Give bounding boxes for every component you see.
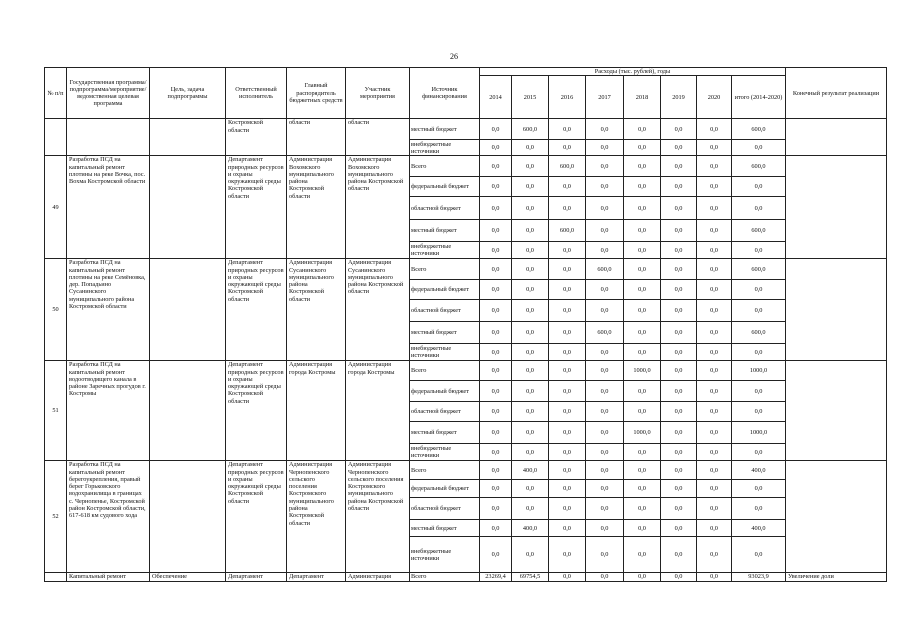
amount-cell: 0,0 — [480, 520, 512, 537]
row-number — [45, 119, 67, 156]
result-cell — [786, 361, 887, 461]
amount-cell: 0,0 — [549, 402, 586, 422]
amount-cell: 0,0 — [480, 344, 512, 361]
amount-cell: 0,0 — [697, 402, 732, 422]
amount-cell: 0,0 — [586, 402, 624, 422]
participant-cell: Администрация Чернопенского сельского поселения Костромского муниципального района Костромской области — [346, 461, 410, 573]
goal-cell: Обеспечение — [150, 573, 226, 581]
amount-cell: 0,0 — [732, 300, 786, 322]
amount-cell: 0,0 — [697, 520, 732, 537]
result-cell — [786, 461, 887, 573]
header-participant: Участник мероприятия — [346, 68, 410, 119]
amount-cell: 0,0 — [586, 461, 624, 480]
funding-source: местный бюджет — [410, 220, 480, 242]
amount-cell: 0,0 — [480, 402, 512, 422]
amount-cell: 0,0 — [549, 422, 586, 444]
amount-cell: 0,0 — [661, 381, 697, 402]
amount-cell: 0,0 — [624, 381, 661, 402]
manager-cell: Администрация Вохомского муниципального района Костромской области — [287, 156, 346, 259]
amount-cell: 0,0 — [624, 498, 661, 520]
amount-cell: 0,0 — [480, 381, 512, 402]
amount-cell: 0,0 — [586, 381, 624, 402]
amount-cell: 0,0 — [661, 444, 697, 461]
amount-cell: 0,0 — [732, 344, 786, 361]
header-expenses: Расходы (тыс. рублей), годы — [480, 68, 786, 76]
amount-cell: 600,0 — [586, 259, 624, 280]
amount-cell: 0,0 — [661, 300, 697, 322]
row-number: 51 — [45, 361, 67, 461]
participant-cell: области — [346, 119, 410, 156]
header-num: № п/п — [45, 68, 67, 119]
amount-cell: 0,0 — [732, 197, 786, 220]
amount-cell: 0,0 — [512, 300, 549, 322]
amount-cell: 0,0 — [624, 177, 661, 197]
amount-cell: 0,0 — [512, 259, 549, 280]
funding-source: Всего — [410, 573, 480, 581]
amount-cell: 0,0 — [512, 480, 549, 498]
row-number: 50 — [45, 259, 67, 361]
amount-cell: 0,0 — [549, 573, 586, 581]
header-year: 2014 — [480, 76, 512, 119]
amount-cell: 0,0 — [697, 177, 732, 197]
amount-cell: 600,0 — [732, 220, 786, 242]
program-name: Разработка ПСД на капитальный ремонт плотины на реке Вочка, пос. Вохма Костромской области — [67, 156, 150, 259]
amount-cell: 0,0 — [480, 498, 512, 520]
amount-cell: 0,0 — [697, 322, 732, 344]
amount-cell: 400,0 — [732, 520, 786, 537]
funding-source: федеральный бюджет — [410, 177, 480, 197]
amount-cell: 0,0 — [586, 242, 624, 259]
funding-source: Всего — [410, 156, 480, 177]
result-cell — [786, 156, 887, 259]
amount-cell: 400,0 — [512, 461, 549, 480]
amount-cell: 0,0 — [549, 300, 586, 322]
funding-source: областной бюджет — [410, 402, 480, 422]
amount-cell: 0,0 — [480, 140, 512, 156]
funding-source: федеральный бюджет — [410, 480, 480, 498]
amount-cell: 0,0 — [512, 280, 549, 300]
program-name: Разработка ПСД на капитальный ремонт водоотводящего канала в районе Заречных прогудов г. Костромы — [67, 361, 150, 461]
program-name: Капитальный ремонт — [67, 573, 150, 581]
amount-cell: 69754,5 — [512, 573, 549, 581]
amount-cell: 0,0 — [624, 197, 661, 220]
amount-cell: 0,0 — [697, 422, 732, 444]
amount-cell: 0,0 — [624, 573, 661, 581]
funding-source: Всего — [410, 259, 480, 280]
amount-cell: 0,0 — [624, 119, 661, 140]
amount-cell: 0,0 — [697, 119, 732, 140]
amount-cell: 0,0 — [697, 537, 732, 573]
header-responsible: Ответственный исполнитель — [226, 68, 287, 119]
funding-source: областной бюджет — [410, 300, 480, 322]
amount-cell: 0,0 — [661, 119, 697, 140]
amount-cell: 0,0 — [586, 280, 624, 300]
amount-cell: 0,0 — [586, 520, 624, 537]
amount-cell: 0,0 — [480, 422, 512, 444]
table-row — [45, 119, 887, 140]
amount-cell: 0,0 — [661, 361, 697, 381]
amount-cell: 0,0 — [661, 156, 697, 177]
responsible-cell: Департамент природных ресурсов и охраны окружающей среды Костромской области — [226, 361, 287, 461]
amount-cell: 0,0 — [661, 520, 697, 537]
amount-cell: 600,0 — [586, 322, 624, 344]
header-source: Источник финансирования — [410, 68, 480, 119]
amount-cell: 0,0 — [549, 461, 586, 480]
funding-source: внебюджетные источники — [410, 140, 480, 156]
table-header — [45, 68, 887, 119]
funding-source: местный бюджет — [410, 422, 480, 444]
row-number: 49 — [45, 156, 67, 259]
amount-cell: 0,0 — [549, 197, 586, 220]
participant-cell: Администрация Сусанинского муниципального района Костромской области — [346, 259, 410, 361]
amount-cell: 0,0 — [624, 242, 661, 259]
header-year: 2019 — [661, 76, 697, 119]
funding-source: внебюджетные источники — [410, 242, 480, 259]
table-body — [45, 119, 887, 581]
amount-cell: 0,0 — [512, 361, 549, 381]
amount-cell: 0,0 — [732, 537, 786, 573]
goal-cell — [150, 119, 226, 156]
amount-cell: 0,0 — [697, 444, 732, 461]
funding-source: областной бюджет — [410, 498, 480, 520]
amount-cell: 0,0 — [512, 402, 549, 422]
amount-cell: 0,0 — [549, 280, 586, 300]
amount-cell: 0,0 — [661, 402, 697, 422]
goal-cell — [150, 461, 226, 573]
participant-cell: Администрация — [346, 573, 410, 581]
amount-cell: 0,0 — [586, 140, 624, 156]
goal-cell — [150, 156, 226, 259]
amount-cell: 0,0 — [480, 177, 512, 197]
amount-cell: 0,0 — [480, 197, 512, 220]
amount-cell: 0,0 — [512, 177, 549, 197]
amount-cell: 0,0 — [732, 402, 786, 422]
amount-cell: 0,0 — [732, 498, 786, 520]
amount-cell: 93023,9 — [732, 573, 786, 581]
amount-cell: 0,0 — [512, 537, 549, 573]
amount-cell: 0,0 — [586, 480, 624, 498]
amount-cell: 1000,0 — [624, 422, 661, 444]
amount-cell: 0,0 — [624, 322, 661, 344]
funding-source: федеральный бюджет — [410, 280, 480, 300]
amount-cell: 0,0 — [480, 480, 512, 498]
amount-cell: 1000,0 — [624, 361, 661, 381]
amount-cell: 0,0 — [624, 140, 661, 156]
amount-cell: 0,0 — [661, 461, 697, 480]
amount-cell: 0,0 — [586, 197, 624, 220]
amount-cell: 1000,0 — [732, 361, 786, 381]
amount-cell: 0,0 — [549, 242, 586, 259]
amount-cell: 0,0 — [586, 156, 624, 177]
row-number — [45, 573, 67, 581]
amount-cell: 0,0 — [549, 119, 586, 140]
header-year: 2020 — [697, 76, 732, 119]
amount-cell: 0,0 — [697, 344, 732, 361]
goal-cell — [150, 259, 226, 361]
amount-cell: 0,0 — [549, 344, 586, 361]
amount-cell: 0,0 — [586, 177, 624, 197]
header-year: 2017 — [586, 76, 624, 119]
amount-cell: 600,0 — [732, 119, 786, 140]
amount-cell: 0,0 — [624, 220, 661, 242]
amount-cell: 0,0 — [480, 156, 512, 177]
amount-cell: 0,0 — [586, 300, 624, 322]
table-row — [45, 259, 887, 280]
amount-cell: 0,0 — [480, 322, 512, 344]
amount-cell: 0,0 — [732, 177, 786, 197]
amount-cell: 23269,4 — [480, 573, 512, 581]
program-name — [67, 119, 150, 156]
amount-cell: 0,0 — [586, 361, 624, 381]
participant-cell: Администрация Вохомского муниципального района Костромской области — [346, 156, 410, 259]
amount-cell: 0,0 — [586, 498, 624, 520]
amount-cell: 0,0 — [732, 140, 786, 156]
amount-cell: 0,0 — [512, 381, 549, 402]
amount-cell: 0,0 — [697, 461, 732, 480]
amount-cell: 0,0 — [512, 242, 549, 259]
amount-cell: 0,0 — [586, 220, 624, 242]
amount-cell: 0,0 — [512, 140, 549, 156]
amount-cell: 0,0 — [661, 422, 697, 444]
amount-cell: 0,0 — [697, 220, 732, 242]
funding-source: федеральный бюджет — [410, 381, 480, 402]
header-main-manager: Главный распорядитель бюджетных средств — [287, 68, 346, 119]
amount-cell: 0,0 — [480, 280, 512, 300]
amount-cell: 0,0 — [697, 498, 732, 520]
result-cell — [786, 119, 887, 156]
funding-source: Всего — [410, 461, 480, 480]
amount-cell: 0,0 — [697, 197, 732, 220]
amount-cell: 0,0 — [697, 280, 732, 300]
funding-source: местный бюджет — [410, 119, 480, 140]
expenses-table — [44, 67, 887, 582]
amount-cell: 0,0 — [549, 322, 586, 344]
amount-cell: 0,0 — [661, 242, 697, 259]
responsible-cell: Департамент природных ресурсов и охраны окружающей среды Костромской области — [226, 156, 287, 259]
result-cell — [786, 259, 887, 361]
amount-cell: 0,0 — [732, 444, 786, 461]
table-row — [45, 573, 887, 581]
responsible-cell: Департамент — [226, 573, 287, 581]
amount-cell: 0,0 — [586, 573, 624, 581]
amount-cell: 0,0 — [624, 520, 661, 537]
program-name: Разработка ПСД на капитальный ремонт берегоукрепления, правый берег Горьковского водохранилища в границах с. Чернопенье, Костромской район Костромской области, 617-618 км судового хода — [67, 461, 150, 573]
amount-cell: 0,0 — [512, 156, 549, 177]
amount-cell: 0,0 — [732, 381, 786, 402]
amount-cell: 0,0 — [549, 498, 586, 520]
amount-cell: 600,0 — [512, 119, 549, 140]
responsible-cell: Костромской области — [226, 119, 287, 156]
amount-cell: 0,0 — [697, 361, 732, 381]
table-row — [45, 461, 887, 480]
funding-source: местный бюджет — [410, 520, 480, 537]
program-name: Разработка ПСД на капитальный ремонт плотины на реке Семёновка, дер. Попадьино Сусанинского муниципального района Костромской области — [67, 259, 150, 361]
header-year: 2018 — [624, 76, 661, 119]
header-result: Конечный результат реализации — [786, 68, 887, 119]
manager-cell: Администрация Сусанинского муниципального района Костромской области — [287, 259, 346, 361]
amount-cell: 600,0 — [732, 322, 786, 344]
amount-cell: 0,0 — [697, 156, 732, 177]
funding-source: внебюджетные источники — [410, 444, 480, 461]
goal-cell — [150, 361, 226, 461]
result-cell: Увеличение доли — [786, 573, 887, 581]
amount-cell: 0,0 — [624, 156, 661, 177]
amount-cell: 0,0 — [480, 300, 512, 322]
amount-cell: 0,0 — [624, 280, 661, 300]
amount-cell: 0,0 — [732, 280, 786, 300]
amount-cell: 0,0 — [697, 300, 732, 322]
responsible-cell: Департамент природных ресурсов и охраны окружающей среды Костромской области — [226, 461, 287, 573]
manager-cell: Администрация города Костромы — [287, 361, 346, 461]
amount-cell: 0,0 — [480, 537, 512, 573]
amount-cell: 600,0 — [732, 259, 786, 280]
funding-source: областной бюджет — [410, 197, 480, 220]
amount-cell: 0,0 — [512, 322, 549, 344]
amount-cell: 0,0 — [512, 197, 549, 220]
manager-cell: области — [287, 119, 346, 156]
amount-cell: 0,0 — [586, 444, 624, 461]
amount-cell: 0,0 — [512, 220, 549, 242]
amount-cell: 400,0 — [512, 520, 549, 537]
amount-cell: 0,0 — [549, 520, 586, 537]
amount-cell: 0,0 — [549, 444, 586, 461]
page-number: 26 — [450, 52, 458, 61]
amount-cell: 0,0 — [661, 322, 697, 344]
header-year-total: итого (2014-2020) — [732, 76, 786, 119]
amount-cell: 0,0 — [661, 480, 697, 498]
amount-cell: 0,0 — [624, 537, 661, 573]
funding-source: внебюджетные источники — [410, 537, 480, 573]
amount-cell: 0,0 — [586, 344, 624, 361]
amount-cell: 0,0 — [661, 220, 697, 242]
funding-source: Всего — [410, 361, 480, 381]
amount-cell: 0,0 — [549, 177, 586, 197]
amount-cell: 0,0 — [512, 444, 549, 461]
amount-cell: 0,0 — [624, 402, 661, 422]
amount-cell: 0,0 — [624, 461, 661, 480]
amount-cell: 0,0 — [480, 444, 512, 461]
table-row — [45, 156, 887, 177]
amount-cell: 0,0 — [549, 140, 586, 156]
amount-cell: 0,0 — [624, 480, 661, 498]
amount-cell: 0,0 — [512, 344, 549, 361]
amount-cell: 600,0 — [732, 156, 786, 177]
amount-cell: 0,0 — [549, 259, 586, 280]
amount-cell: 0,0 — [661, 498, 697, 520]
amount-cell: 0,0 — [512, 498, 549, 520]
amount-cell: 600,0 — [549, 220, 586, 242]
amount-cell: 0,0 — [586, 537, 624, 573]
amount-cell: 0,0 — [624, 344, 661, 361]
amount-cell: 0,0 — [661, 177, 697, 197]
amount-cell: 400,0 — [732, 461, 786, 480]
amount-cell: 0,0 — [549, 537, 586, 573]
header-program: Государственная программа/подпрограмма/мероприятие/ведомственная целевая программа — [67, 68, 150, 119]
table-row — [45, 361, 887, 381]
amount-cell: 0,0 — [480, 119, 512, 140]
amount-cell: 0,0 — [480, 461, 512, 480]
amount-cell: 0,0 — [697, 259, 732, 280]
amount-cell: 0,0 — [549, 361, 586, 381]
amount-cell: 0,0 — [480, 242, 512, 259]
header-year: 2016 — [549, 76, 586, 119]
amount-cell: 0,0 — [480, 259, 512, 280]
amount-cell: 0,0 — [697, 573, 732, 581]
amount-cell: 600,0 — [549, 156, 586, 177]
amount-cell: 0,0 — [480, 220, 512, 242]
amount-cell: 0,0 — [512, 422, 549, 444]
funding-source: внебюджетные источники — [410, 344, 480, 361]
amount-cell: 0,0 — [732, 242, 786, 259]
amount-cell: 1000,0 — [732, 422, 786, 444]
amount-cell: 0,0 — [661, 280, 697, 300]
amount-cell: 0,0 — [661, 197, 697, 220]
amount-cell: 0,0 — [697, 381, 732, 402]
manager-cell: Администрация Чернопенского сельского поселения Костромского муниципального района Костромской области — [287, 461, 346, 573]
amount-cell: 0,0 — [697, 242, 732, 259]
amount-cell: 0,0 — [697, 480, 732, 498]
manager-cell: Департамент — [287, 573, 346, 581]
amount-cell: 0,0 — [549, 480, 586, 498]
header-year: 2015 — [512, 76, 549, 119]
participant-cell: Администрация города Костромы — [346, 361, 410, 461]
amount-cell: 0,0 — [661, 140, 697, 156]
amount-cell: 0,0 — [549, 381, 586, 402]
amount-cell: 0,0 — [624, 300, 661, 322]
amount-cell: 0,0 — [732, 480, 786, 498]
amount-cell: 0,0 — [661, 344, 697, 361]
amount-cell: 0,0 — [624, 259, 661, 280]
amount-cell: 0,0 — [624, 444, 661, 461]
amount-cell: 0,0 — [586, 119, 624, 140]
amount-cell: 0,0 — [661, 259, 697, 280]
header-goal: Цель, задача подпрограммы — [150, 68, 226, 119]
row-number: 52 — [45, 461, 67, 573]
amount-cell: 0,0 — [661, 537, 697, 573]
amount-cell: 0,0 — [661, 573, 697, 581]
funding-source: местный бюджет — [410, 322, 480, 344]
amount-cell: 0,0 — [586, 422, 624, 444]
responsible-cell: Департамент природных ресурсов и охраны окружающей среды Костромской области — [226, 259, 287, 361]
amount-cell: 0,0 — [480, 361, 512, 381]
amount-cell: 0,0 — [697, 140, 732, 156]
